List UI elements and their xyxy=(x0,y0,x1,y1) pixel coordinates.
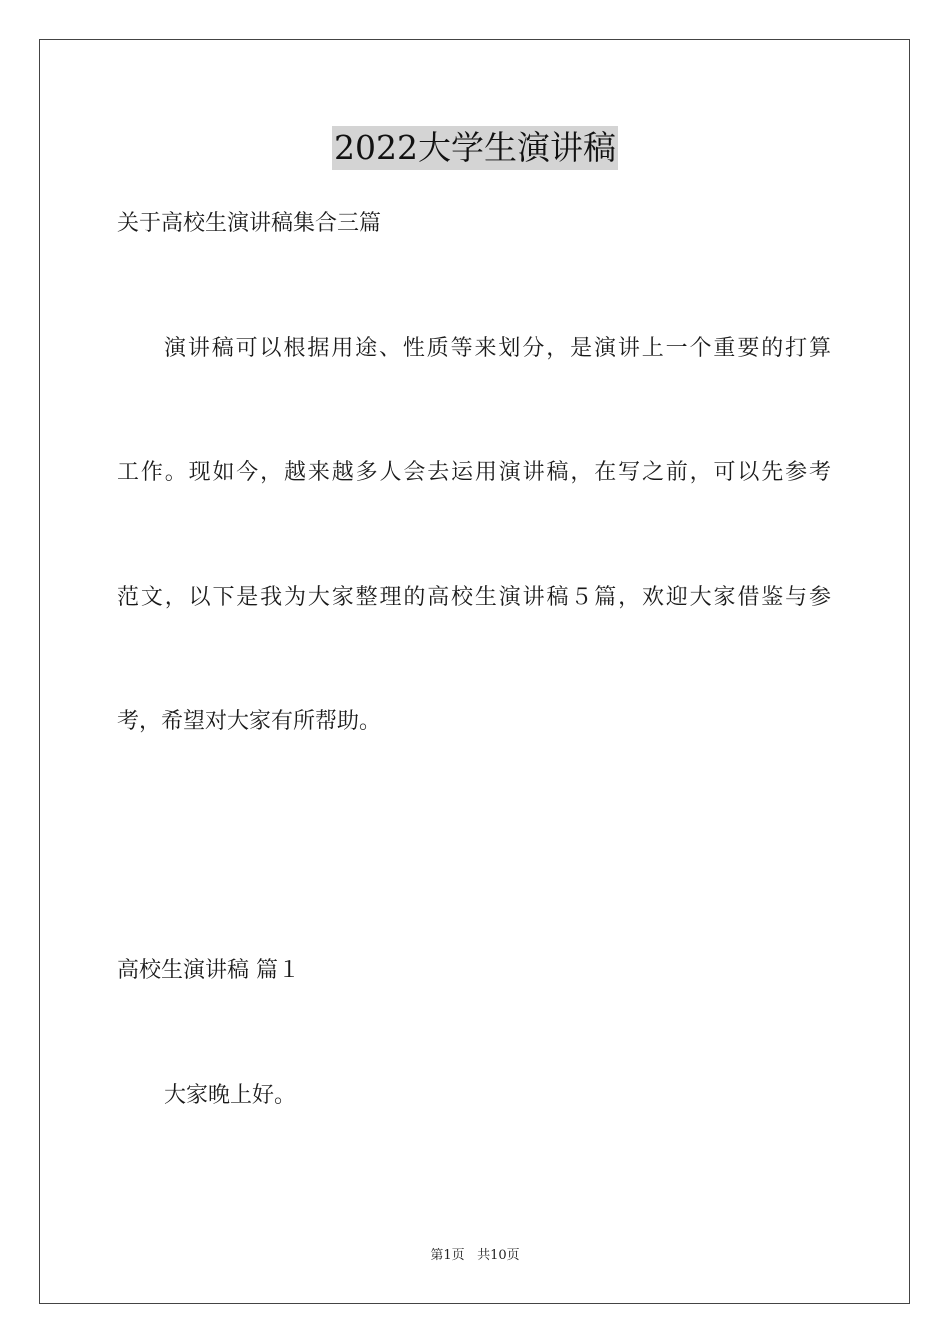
intro-line-4: 考，希望对大家有所帮助。 xyxy=(117,709,382,734)
document-title-wrapper xyxy=(0,126,950,176)
intro-line-1: 演讲稿可以根据用途、性质等来划分，是演讲上一个重要的打算 xyxy=(164,336,831,361)
page-total: 共10页 xyxy=(477,1248,520,1263)
section-heading: 高校生演讲稿 篇１ xyxy=(117,958,300,983)
page-footer xyxy=(0,1246,950,1266)
document-title: 2022大学生演讲稿 xyxy=(332,126,618,170)
document-subtitle: 关于高校生演讲稿集合三篇 xyxy=(117,211,382,236)
section-first-line: 大家晚上好。 xyxy=(164,1083,297,1108)
page-number: 第1页 xyxy=(430,1248,465,1263)
intro-line-3: 范文，以下是我为大家整理的高校生演讲稿５篇，欢迎大家借鉴与参 xyxy=(117,585,831,610)
intro-line-2: 工作。现如今，越来越多人会去运用演讲稿，在写之前，可以先参考 xyxy=(117,460,831,485)
